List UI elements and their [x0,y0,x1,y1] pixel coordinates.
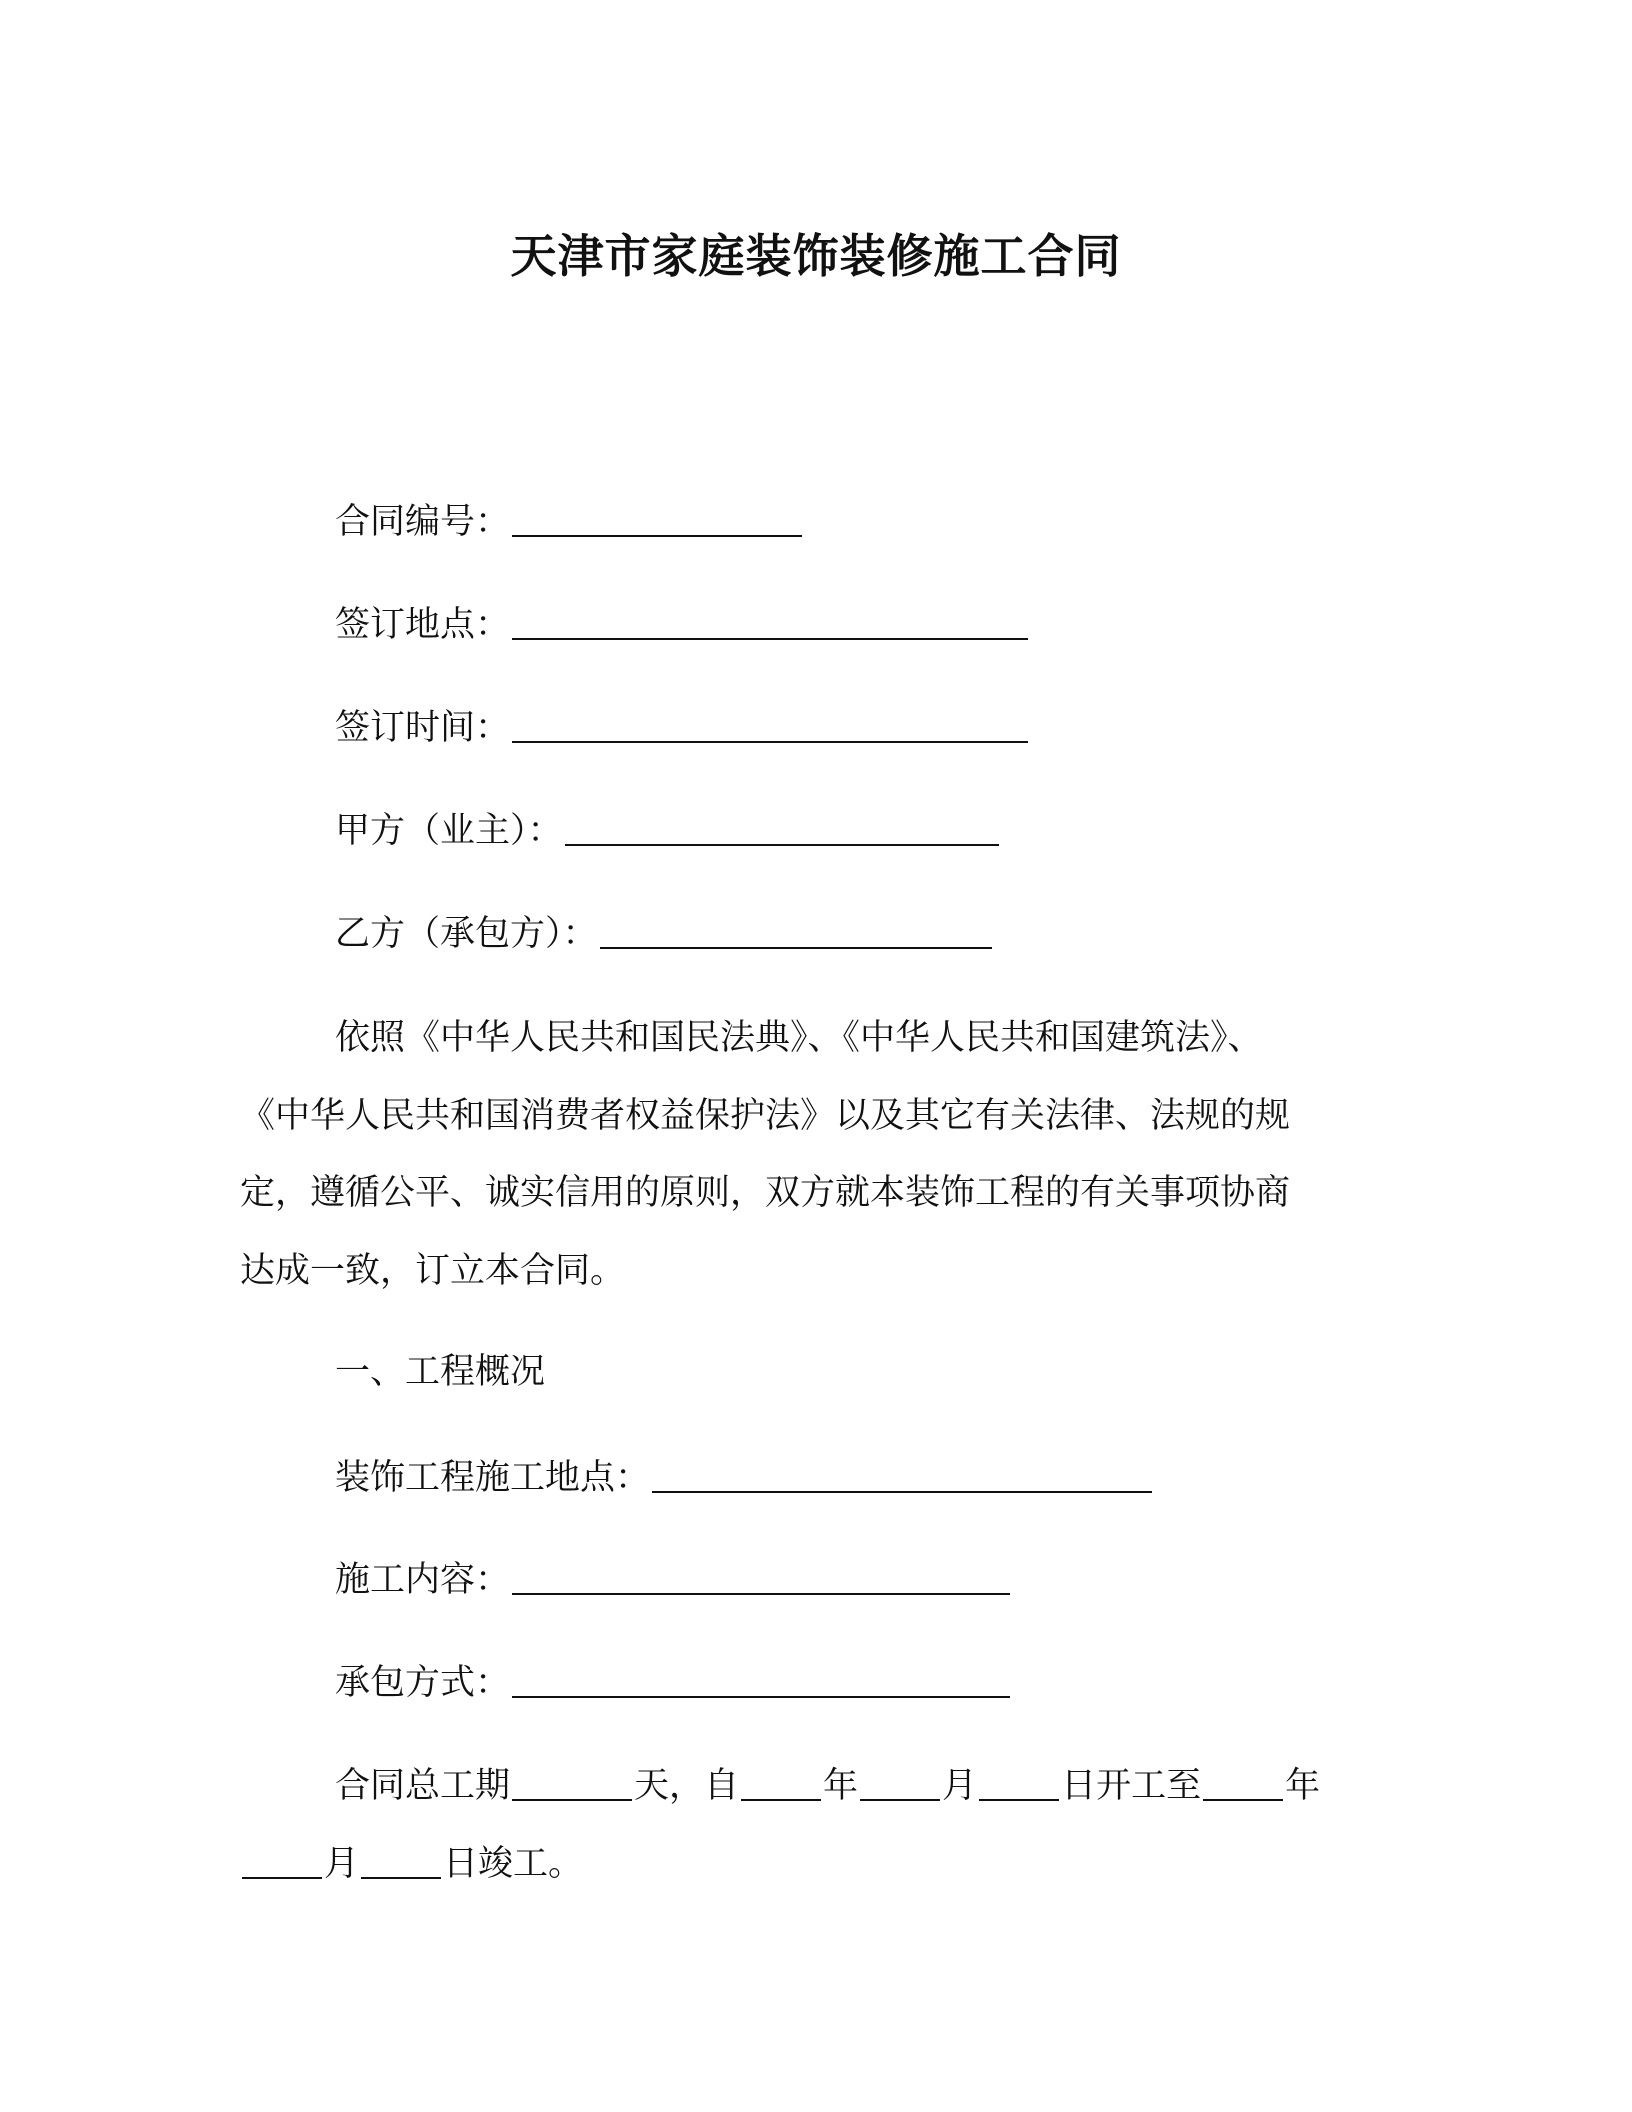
preamble-line-4: 达成一致，订立本合同。 [240,1251,626,1291]
construction-content-label: 施工内容： [335,1560,511,1600]
contract-number-blank[interactable] [512,505,802,537]
party-a-blank[interactable] [565,814,999,846]
document-title: 天津市家庭装饰装修施工合同 [510,229,1122,283]
party-b-blank[interactable] [600,917,992,949]
section-1-heading: 一、工程概况 [335,1352,546,1392]
end-year-blank[interactable] [1203,1769,1283,1801]
duration-text-2: 天，自 [634,1766,740,1806]
construction-content-row [335,1558,1012,1602]
preamble-line-2: 《中华人民共和国消费者权益保护法》以及其它有关法律、法规的规 [240,1096,1291,1136]
end-day-blank[interactable] [361,1847,441,1879]
party-a-label: 甲方（业主）： [335,811,563,851]
sign-place-label: 签订地点： [335,605,511,645]
party-b-row [335,912,994,956]
end-month-blank[interactable] [242,1847,322,1879]
party-a-row [335,809,1001,853]
sign-place-blank[interactable] [512,608,1028,640]
sign-time-blank[interactable] [512,711,1028,743]
contract-mode-label: 承包方式： [335,1663,511,1703]
project-site-row [335,1456,1154,1500]
start-day-blank[interactable] [979,1769,1059,1801]
contract-number-label: 合同编号： [335,502,511,542]
duration-text-3: 年 [823,1766,859,1806]
party-b-label: 乙方（承包方）： [335,914,598,954]
contract-number-row [335,500,804,544]
contract-mode-blank[interactable] [512,1666,1010,1698]
duration-text-6: 年 [1285,1766,1321,1806]
duration-row-2 [240,1842,583,1886]
preamble-line-1: 依照《中华人民共和国民法典》、《中华人民共和国建筑法》、 [335,1018,1263,1058]
duration-days-blank[interactable] [512,1769,632,1801]
sign-time-row [335,706,1030,750]
duration-text-5: 日开工至 [1061,1766,1202,1806]
duration-text-7: 月 [324,1844,360,1884]
duration-text-4: 月 [942,1766,978,1806]
duration-row-1 [335,1764,1320,1808]
duration-text-1: 合同总工期 [335,1766,511,1806]
sign-time-label: 签订时间： [335,708,511,748]
preamble-line-3: 定，遵循公平、诚实信用的原则，双方就本装饰工程的有关事项协商 [240,1173,1291,1213]
contract-mode-row [335,1661,1012,1705]
construction-content-blank[interactable] [512,1563,1010,1595]
start-month-blank[interactable] [860,1769,940,1801]
sign-place-row [335,603,1030,647]
duration-text-8: 日竣工。 [443,1844,584,1884]
start-year-blank[interactable] [741,1769,821,1801]
project-site-label: 装饰工程施工地点： [335,1458,651,1498]
project-site-blank[interactable] [652,1461,1152,1493]
